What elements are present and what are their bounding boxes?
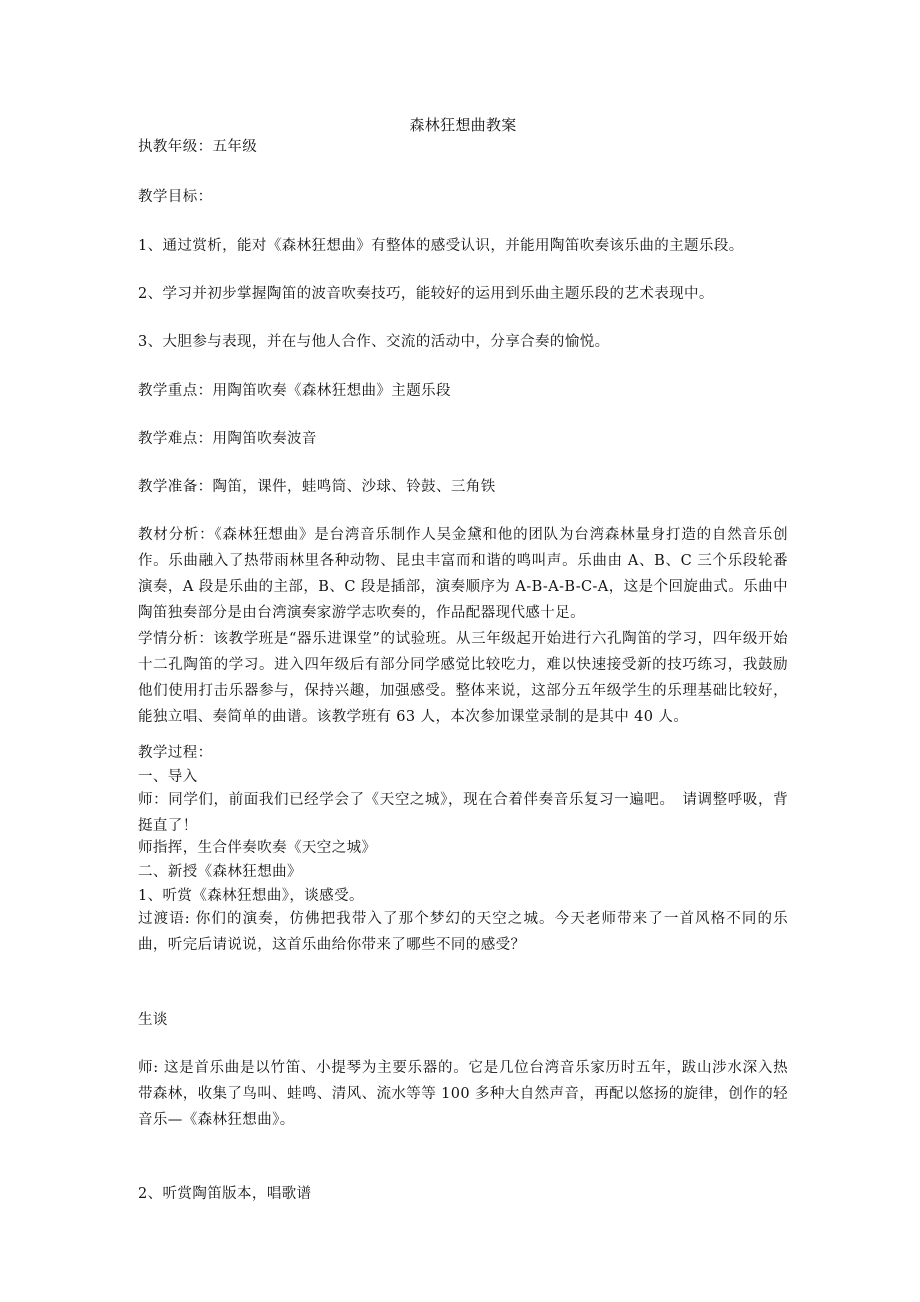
key-point: 教学重点：用陶笛吹奏《森林狂想曲》主题乐段 <box>138 383 451 399</box>
section-intro-heading: 一、导入 <box>138 769 198 785</box>
teacher-explain: 师: 这是首乐曲是以竹笛、小提琴为主要乐器的。它是几位台湾音乐家历时五年，跋山涉水深入热带森林，收集了鸟叫、蛙鸣、清风、流水等等 100 多种大自然声音，再配以悠扬的旋律，创作的轻音乐—《森林狂想曲》。 <box>138 1060 788 1128</box>
teacher-conduct: 师指挥，生合伴奏吹奏《天空之城》 <box>138 840 377 856</box>
document-title: 森林狂想曲教案 <box>409 116 517 134</box>
objective-3: 3、大胆参与表现，并在与他人合作、交流的活动中，分享合奏的愉悦。 <box>138 334 610 350</box>
student-talk: 生谈 <box>138 1012 168 1028</box>
process-heading: 教学过程： <box>138 745 213 761</box>
step-1: 1、听赏《森林狂想曲》，谈感受。 <box>138 888 364 904</box>
transition-speech: 过渡语: 你们的演奏，仿佛把我带入了那个梦幻的天空之城。今天老师带来了一首风格不同的乐曲，听完后请说说，这首乐曲给你带来了哪些不同的感受？ <box>138 911 788 953</box>
document-page <box>138 0 788 1302</box>
section-new-heading: 二、新授《森林狂想曲》 <box>138 864 302 880</box>
student-analysis: 学情分析：该教学班是“器乐进课堂”的试验班。从三年级起开始进行六孔陶笛的学习，四年级开始十二孔陶笛的学习。进入四年级后有部分同学感觉比较吃力，难以快速接受新的技巧练习，我鼓励他们使用打击乐器参与，保持兴趣，加强感受。整体来说，这部分五年级学生的乐理基础比较好，能独立唱、奏简单的曲谱。该教学班有 63 人，本次参加课堂录制的是其中 40 人。 <box>138 631 788 725</box>
teacher-intro: 师：同学们，前面我们已经学会了《天空之城》，现在合着伴奏音乐复习一遍吧。 请调整呼吸，背挺直了！ <box>138 792 788 834</box>
preparation: 教学准备：陶笛，课件，蛙鸣筒、沙球、铃鼓、三角铁 <box>138 479 496 495</box>
objectives-heading: 教学目标： <box>138 189 213 205</box>
objective-2: 2、学习并初步掌握陶笛的波音吹奏技巧，能较好的运用到乐曲主题乐段的艺术表现中。 <box>138 286 714 302</box>
grade-line: 执教年级：五年级 <box>138 139 258 155</box>
objective-1: 1、通过赏析，能对《森林狂想曲》有整体的感受认识，并能用陶笛吹奏该乐曲的主题乐段。 <box>138 238 744 254</box>
difficulty: 教学难点：用陶笛吹奏波音 <box>138 431 317 447</box>
step-2: 2、听赏陶笛版本，唱歌谱 <box>138 1186 312 1202</box>
material-analysis: 教材分析：《森林狂想曲》是台湾音乐制作人吴金黛和他的团队为台湾森林量身打造的自然音乐创作。乐曲融入了热带雨林里各种动物、昆虫丰富而和谐的鸣叫声。乐曲由 A、B、C 三个乐段轮番演奏，A 段是乐曲的主部，B、C 段是插部，演奏顺序为 A-B-A-B-C-A，这是个回旋曲式。乐曲中陶笛独奏部分是由台湾演奏家游学志吹奏的，作品配器现代感十足。 <box>138 527 788 621</box>
